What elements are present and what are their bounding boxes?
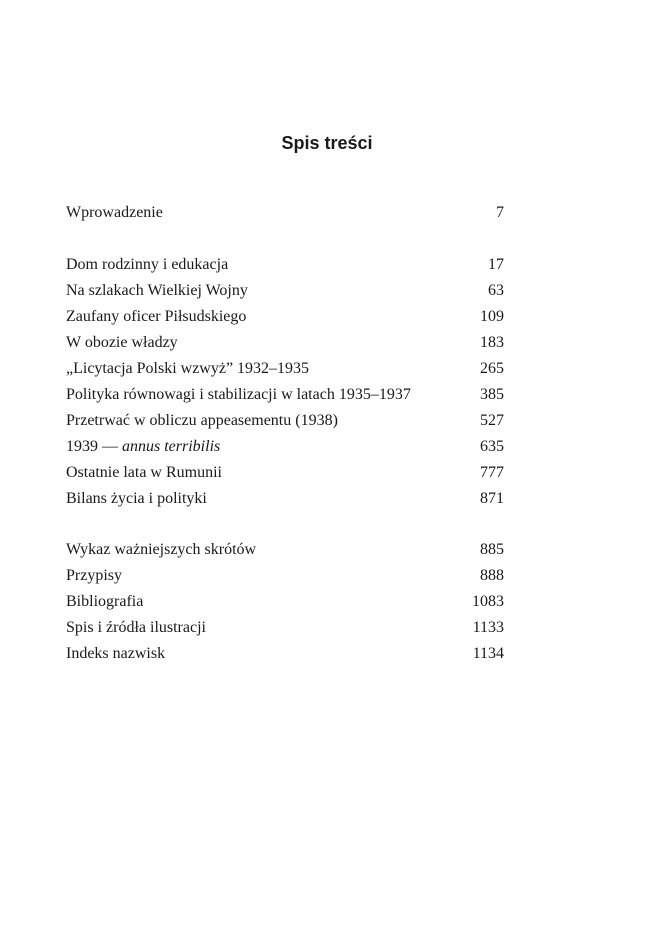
toc-entry-label: Dom rodzinny i edukacja — [66, 256, 229, 273]
toc-entry-page: 1134 — [472, 645, 504, 662]
toc-entry-page: 1133 — [472, 619, 504, 636]
toc-entry-page: 527 — [480, 412, 504, 429]
toc-entry — [66, 434, 504, 460]
toc-entry — [66, 200, 504, 226]
toc-entry — [66, 641, 504, 667]
toc-entry-page: 63 — [488, 282, 504, 299]
toc-entry-label: W obozie władzy — [66, 334, 178, 351]
toc-entry-page: 109 — [480, 308, 504, 325]
toc-entry-label: Bilans życia i polityki — [66, 490, 207, 507]
toc-entry-label: Spis i źródła ilustracji — [66, 619, 206, 636]
toc-entry — [66, 330, 504, 356]
toc-entry-page: 635 — [480, 438, 504, 455]
toc-entry-page: 17 — [488, 256, 504, 273]
toc-entry-label-regular: 1939 — — [66, 438, 122, 455]
toc-group-intro — [66, 200, 504, 226]
page-title: Spis treści — [281, 133, 373, 153]
toc-entry-label: Przypisy — [66, 567, 122, 584]
toc-entry-label: Wykaz ważniejszych skrótów — [66, 541, 257, 558]
toc-entry-page: 777 — [480, 464, 504, 481]
toc-entry — [66, 486, 504, 512]
toc-entry-page: 888 — [480, 567, 504, 584]
toc-entry — [66, 382, 504, 408]
toc-entry-label: Wprowadzenie — [66, 204, 163, 221]
toc-entry-page: 183 — [480, 334, 504, 351]
toc-entry — [66, 563, 504, 589]
toc-entry — [66, 304, 504, 330]
toc-entry-page: 871 — [480, 490, 504, 507]
toc-entry-label — [66, 434, 220, 460]
toc-entry — [66, 537, 504, 563]
toc-entry — [66, 252, 504, 278]
toc-entry-label: Przetrwać w obliczu appeasementu (1938) — [66, 412, 338, 429]
toc-entry — [66, 408, 504, 434]
toc-group-appendix — [66, 537, 504, 667]
toc-entry — [66, 589, 504, 615]
toc-entry — [66, 278, 504, 304]
toc-entry-page: 7 — [496, 204, 504, 221]
toc-entry-page: 885 — [480, 541, 504, 558]
toc-entry-label: Zaufany oficer Piłsudskiego — [66, 308, 247, 325]
toc-entry-label: Indeks nazwisk — [66, 645, 166, 662]
toc-entry-label: Na szlakach Wielkiej Wojny — [66, 282, 248, 299]
toc-entry-page: 265 — [480, 360, 504, 377]
toc-entry-page: 385 — [480, 386, 504, 403]
toc-entry — [66, 460, 504, 486]
toc-entry — [66, 356, 504, 382]
toc-entry-label: „Licytacja Polski wzwyż” 1932–1935 — [66, 360, 310, 377]
toc-entry-label: Polityka równowagi i stabilizacji w latach 1935–1937 — [66, 386, 411, 403]
toc-entry-page: 1083 — [472, 593, 504, 610]
toc-entry-label: Bibliografia — [66, 593, 144, 610]
toc-group-chapters — [66, 252, 504, 512]
toc-entry — [66, 615, 504, 641]
toc-entry-label: Ostatnie lata w Rumunii — [66, 464, 222, 481]
toc-entry-label-italic: annus terribilis — [122, 438, 221, 455]
